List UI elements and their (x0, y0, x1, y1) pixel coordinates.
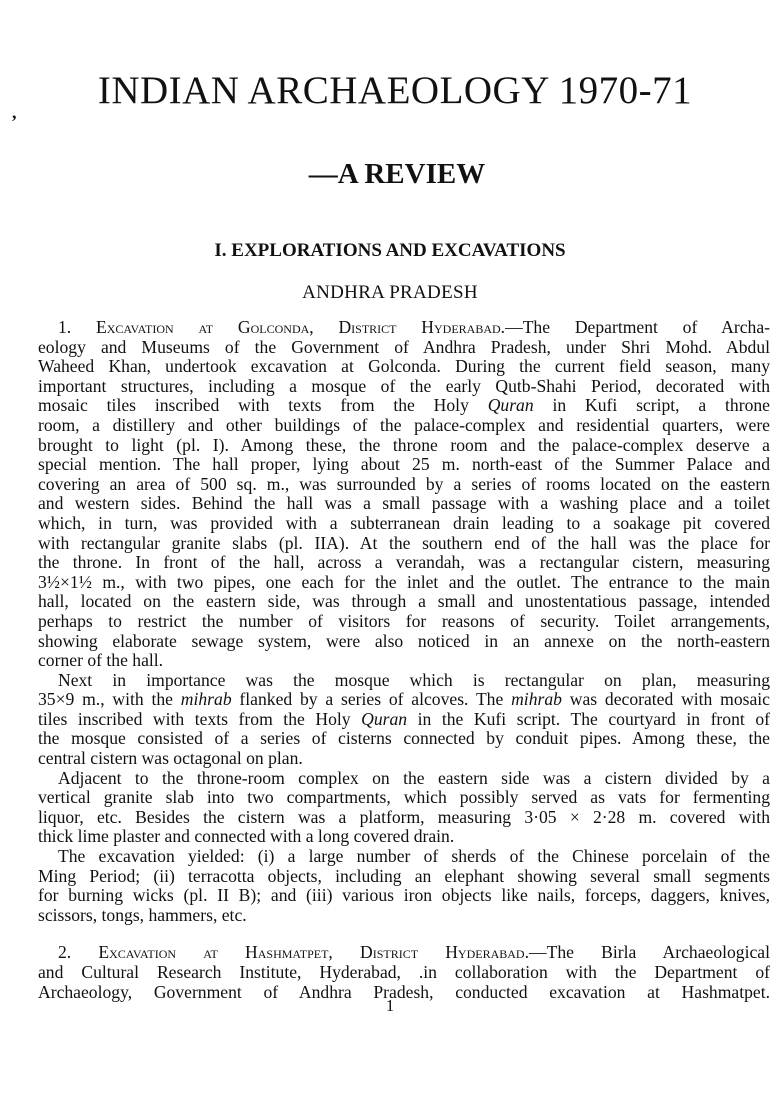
paragraph (38, 671, 770, 769)
text-run: liquor, etc. Besides the cistern was a platform, measuring 3·05 × 2·28 m. covered with (38, 806, 770, 827)
text-line (38, 534, 770, 554)
text-run: the throne. In front of the hall, across a verandah, was a rectangular cistern, measuring (38, 552, 770, 573)
text-run: 3½×1½ m., with two pipes, one each for the inlet and the outlet. The entrance to the main (38, 571, 770, 592)
text-run: Ming Period; (ii) terracotta objects, including an elephant showing several small segments (38, 865, 770, 886)
text-line (38, 886, 770, 906)
text-run: mosaic tiles inscribed with texts from the Holy (38, 395, 488, 416)
italic-term: mihrab (511, 689, 562, 710)
text-run: central cistern was octagonal on plan. (38, 748, 303, 769)
text-line (38, 867, 770, 887)
text-run: perhaps to restrict the number of visitors for reasons of security. Toilet arrangements, (38, 610, 770, 631)
text-line (38, 808, 770, 828)
text-line (38, 827, 770, 847)
text-line (38, 769, 770, 789)
text-run: important structures, including a mosque of the early Qutb-Shahi Period, decorated with (38, 375, 770, 396)
text-run: 2. (58, 942, 99, 963)
text-line (38, 632, 770, 652)
text-line (38, 573, 770, 593)
section-heading: I. EXPLORATIONS AND EXCAVATIONS (214, 240, 566, 261)
text-line (38, 612, 770, 632)
text-run: 1. (58, 317, 96, 337)
text-line (38, 377, 770, 397)
text-line (38, 396, 770, 416)
text-line (38, 318, 770, 338)
text-run: scissors, tongs, hammers, etc. (38, 904, 247, 925)
text-line (38, 847, 770, 867)
text-line (38, 943, 770, 963)
page-subtitle: —A REVIEW (308, 158, 486, 190)
text-run: tiles inscribed with texts from the Holy (38, 708, 362, 729)
text-run: special mention. The hall proper, lying about 25 m. north-east of the Summer Palace and (38, 454, 770, 475)
text-run: —The Department of Archa- (505, 317, 770, 337)
text-run: in Kufi script, a throne (533, 395, 770, 416)
state-heading: ANDHRA PRADESH (302, 282, 478, 303)
paragraph (38, 847, 770, 925)
text-line (38, 710, 770, 730)
text-run: which, in turn, was provided with a subterranean drain leading to a soakage pit covered (38, 512, 770, 533)
text-line (38, 455, 770, 475)
text-run: Next in importance was the mosque which is rectangular on plan, measuring (58, 669, 770, 690)
italic-term: Quran (361, 708, 408, 729)
run-in-heading: Excavation at Hashmatpet, District Hyderabad. (98, 942, 530, 963)
text-run: 35×9 m., with the (38, 689, 181, 710)
text-line (38, 436, 770, 456)
text-run: vertical granite slab into two compartments, which possibly served as vats for fermenting (38, 787, 770, 808)
text-line (38, 514, 770, 534)
text-run: covering an area of 500 sq. m., was surrounded by a series of rooms located on the eastern (38, 473, 770, 494)
italic-term: Quran (487, 395, 534, 416)
text-line (38, 906, 770, 926)
text-line (38, 553, 770, 573)
text-line (38, 690, 770, 710)
text-line (38, 749, 770, 769)
text-line (38, 475, 770, 495)
text-run: in the Kufi script. The courtyard in front of (407, 708, 770, 729)
page-number: 1 (385, 996, 395, 1015)
text-run: for burning wicks (pl. II B); and (iii) various iron objects like nails, forceps, daggers, knives, (38, 885, 770, 906)
page-title: INDIAN ARCHAEOLOGY 1970-71 (97, 69, 693, 112)
text-run: Waheed Khan, undertook excavation at Golconda. During the current field season, many (38, 356, 770, 377)
italic-term: mihrab (180, 689, 232, 710)
text-run: Archaeology, Government of Andhra Pradesh, conducted excavation at Hashmatpet. (38, 981, 770, 1002)
text-line (38, 963, 770, 983)
text-run: thick lime plaster and connected with a long covered drain. (38, 826, 455, 847)
text-run: showing elaborate sewage system, were also noticed in an annexe on the north-eastern (38, 630, 770, 651)
text-run: brought to light (pl. I). Among these, the throne room and the palace-complex deserve a (38, 434, 770, 455)
text-run: The excavation yielded: (i) a large number of sherds of the Chinese porcelain of the (58, 846, 770, 867)
text-run: and Cultural Research Institute, Hyderabad, .in collaboration with the Department of (38, 962, 770, 982)
text-line (38, 592, 770, 612)
text-line (38, 651, 770, 671)
text-run: room, a distillery and other buildings of the palace-complex and residential quarters, were (38, 414, 770, 435)
text-line (38, 338, 770, 358)
text-run: was decorated with mosaic (561, 689, 770, 710)
text-line (38, 729, 770, 749)
text-run: corner of the hall. (38, 650, 164, 671)
text-run: eology and Museums of the Government of Andhra Pradesh, under Shri Mohd. Abdul (38, 336, 770, 357)
text-run: flanked by a series of alcoves. The (231, 689, 512, 710)
text-line (38, 357, 770, 377)
text-run: the mosque consisted of a series of cisterns connected by conduit pipes. Among these, the (38, 728, 770, 749)
text-run: hall, located on the eastern side, was through a small and unostentatious passage, intended (38, 591, 770, 612)
body-text (38, 318, 770, 1002)
text-run: and western sides. Behind the hall was a small passage with a washing place and a toilet (38, 493, 770, 514)
text-line (38, 494, 770, 514)
text-line (38, 671, 770, 691)
text-run: —The Birla Archaeological (529, 942, 770, 963)
text-run: with rectangular granite slabs (pl. IIA). At the southern end of the hall was the place for (38, 532, 770, 553)
text-line (38, 416, 770, 436)
paragraph (38, 318, 770, 671)
text-line (38, 788, 770, 808)
scan-speck: , (12, 102, 17, 122)
paragraph (38, 769, 770, 847)
text-run: Adjacent to the throne-room complex on the eastern side was a cistern divided by a (58, 767, 770, 788)
paragraph (38, 943, 770, 1002)
run-in-heading: Excavation at Golconda, District Hyderabad. (96, 317, 506, 337)
